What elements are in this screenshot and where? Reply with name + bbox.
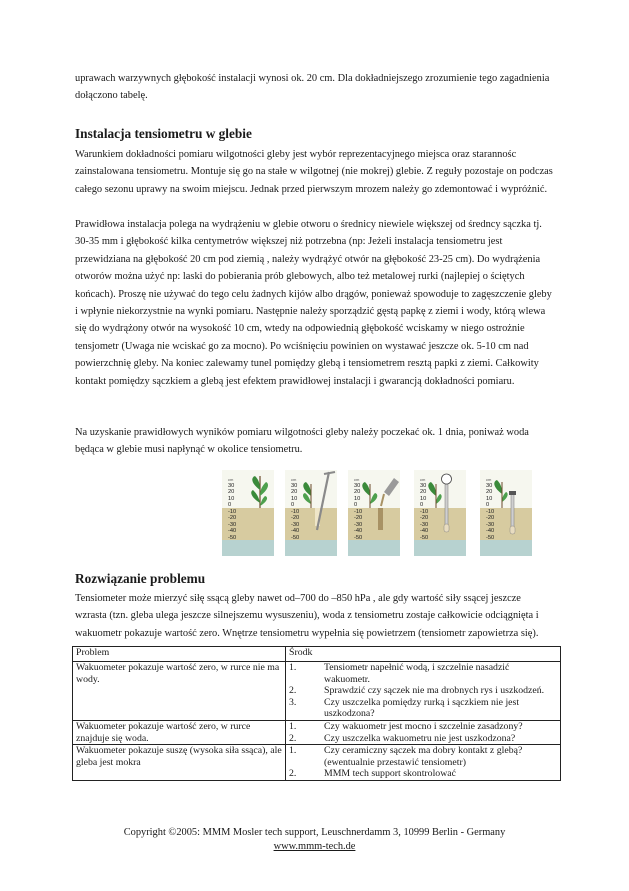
- depth-tick-label: -10: [486, 508, 495, 515]
- problem-cell: Wakuometer pokazuje wartość zero, w rurce nie ma wody.: [73, 662, 286, 721]
- depth-tick-label: -50: [420, 534, 429, 541]
- problem-cell: Wakuometer pokazuje suszę (wysoka siła ssąca), ale gleba jest mokra: [73, 745, 286, 781]
- depth-unit-label: cm: [486, 477, 492, 482]
- step-pour-slurry-figure: [348, 470, 400, 556]
- remedy-item: 2. MMM tech support skontrolować: [289, 768, 456, 780]
- column-header-problem: Problem: [73, 647, 286, 662]
- intro-paragraph: uprawach warzywnych głębokość instalacji wynosi ok. 20 cm. Dla dokładniejszego zrozumienie tego zagadnienia dołączono tabelę.: [75, 73, 550, 102]
- depth-tick-label: 30: [420, 483, 427, 489]
- depth-tick-label: 10: [420, 495, 427, 502]
- depth-tick-label: 30: [291, 483, 298, 489]
- remedy-cell: [286, 720, 561, 744]
- depth-tick-label: 0: [486, 502, 490, 509]
- depth-tick-label: 20: [354, 489, 361, 496]
- depth-tick-label: -20: [486, 515, 495, 522]
- table-row: [73, 745, 561, 781]
- footer-copyright: Copyright ©2005: MMM Mosler tech support, Leuschnerdamm 3, 10999 Berlin - Germany: [123, 827, 506, 838]
- remedy-item: 2. Sprawdzić czy sączek nie ma drobnych rys i uszkodzeń.: [289, 685, 545, 697]
- table-row: [73, 720, 561, 744]
- depth-tick-label: -10: [354, 508, 363, 515]
- installation-heading: Instalacja tensiometru w glebie: [75, 126, 252, 141]
- depth-tick-label: 0: [291, 502, 295, 509]
- depth-scale: [228, 477, 236, 541]
- remedy-cell: [286, 745, 561, 781]
- depth-tick-label: 30: [354, 483, 361, 489]
- depth-tick-label: -50: [354, 534, 363, 541]
- depth-tick-label: -20: [228, 515, 237, 522]
- website-link[interactable]: www.mmm-tech.de: [273, 841, 356, 852]
- depth-tick-label: 0: [420, 502, 424, 509]
- depth-tick-label: 30: [228, 483, 235, 489]
- installation-paragraph-1: Warunkiem dokładności pomiaru wilgotności gleby jest wybór reprezentacyjnego miejsca oraz starannośc zainstalowana tensiometru. Montuje się go na stałe w wilgotnej (nie mokrej) glebie. Z reguły pozostaje on podczas całego sezonu uprawy na swoim miejscu. Jednak przed pierwszym mrozem należy go zdemontować i wypróżnić.: [75, 149, 553, 195]
- depth-unit-label: cm: [420, 477, 426, 482]
- depth-tick-label: 10: [228, 495, 235, 502]
- depth-unit-label: cm: [354, 477, 360, 482]
- remedy-item: 1. Czy wakuometr jest mocno i szczelnie zasadzony?: [289, 720, 523, 732]
- depth-tick-label: 20: [291, 489, 298, 496]
- column-header-remedy: Środk: [286, 647, 561, 662]
- depth-tick-label: -10: [420, 508, 429, 515]
- depth-tick-label: 30: [486, 483, 493, 489]
- footer-link-row: [0, 840, 629, 854]
- depth-tick-label: -20: [354, 515, 363, 522]
- depth-scale: [486, 477, 494, 541]
- depth-scale: [354, 477, 362, 541]
- depth-tick-label: 20: [486, 489, 493, 496]
- table-row: [73, 662, 561, 721]
- remedy-item: 3. Czy uszczelka pomiędzy rurką i sączkiem nie jest uszkodzona?: [289, 696, 520, 720]
- depth-tick-label: 20: [228, 489, 235, 496]
- depth-unit-label: cm: [291, 477, 297, 482]
- depth-tick-label: -50: [228, 534, 237, 541]
- depth-tick-label: 10: [354, 495, 361, 502]
- troubleshooting-table: [72, 646, 561, 781]
- depth-tick-label: 10: [486, 495, 493, 502]
- depth-tick-label: 0: [354, 502, 358, 509]
- installation-paragraph-2: Prawidłowa instalacja polega na wydrążeniu w glebie otworu o średnicy niewiele większej od średncy sączka tj. 30-35 mm i głębokość kilka centymetrów większej niż potrzebna (np: Jeżeli instalacja tensiometru jest przewidziana na głębokość 20 cm pod ziemią , należy wydrążyć otwór na głębokość 23-25 cm). Do wydrążenia otworów można użyć np: laski do pobierania prób glebowych, albo też metalowej rurki (najlepiej o ściętych końcach). Proszę nie używać do tego celu żadnych kijów albo drągów, ponieważ spowoduje to zagęszczenie gleby i wpłynie niekorzystnie na wynki pomiaru. Następnie należy sporządzić gęstą papkę z ziemi i wody, którą wlewa się do wydrążony otwór na wysokość 10 cm, wtedy na odpowiednią głębokość wciskamy w niego ostrożnie tensjometr (Uwaga nie wciskać go za mocno). Po wciśnięciu powinien on wystawać jeszcze ok. 5-10 cm nad powierzchnię gleby. Na koniec zalewamy tunel pomiędzy glebą i tensiometrem resztą papki z ziemi. Całkowity kontakt pomiędzy sączkiem a glebą jest efektem prawidłowej instalacji i gwarancją dokładności pomiaru.: [75, 219, 552, 387]
- depth-tick-label: -10: [291, 508, 300, 515]
- table-header-row: [73, 647, 561, 662]
- depth-tick-label: -30: [291, 521, 300, 528]
- remedy-item: 1. Czy ceramiczny sączek ma dobry kontakt z glebą? (ewentualnie przestawić tensiometr): [289, 745, 523, 768]
- installation-paragraph-3: Na uzyskanie prawidłowych wyników pomiaru wilgotności gleby należy poczekać ok. 1 dnia, poniważ woda będąca w glebie musi napłynąć w okolice tensiometru.: [75, 427, 529, 456]
- problems-heading: Rozwiązanie problemu: [75, 571, 206, 586]
- problem-cell: Wakuometer pokazuje wartość zero, w rurce znajduje się woda.: [73, 720, 286, 744]
- remedy-item: 2. Czy uszczelka wakuometru nie jest uszkodzona?: [289, 732, 516, 744]
- depth-tick-label: -30: [486, 521, 495, 528]
- depth-unit-label: cm: [228, 477, 234, 482]
- depth-tick-label: 0: [228, 502, 232, 509]
- depth-tick-label: -40: [486, 528, 495, 535]
- depth-tick-label: -20: [420, 515, 429, 522]
- step-finished-installation-figure: [480, 470, 532, 556]
- depth-tick-label: -30: [228, 521, 237, 528]
- step-drill-hole-figure: [222, 470, 274, 556]
- depth-tick-label: -30: [420, 521, 429, 528]
- installation-steps-figure: [222, 470, 532, 556]
- step-insert-rod-figure: [285, 470, 337, 556]
- depth-tick-label: -50: [486, 534, 495, 541]
- remedy-item: 1. Tensiometr napełnić wodą, i szczelnie nasadzić wakuometr.: [289, 662, 510, 685]
- depth-tick-label: -40: [291, 528, 300, 535]
- depth-tick-label: -40: [420, 528, 429, 535]
- depth-tick-label: -40: [228, 528, 237, 535]
- problems-paragraph: Tensiometer może mierzyć siłę ssącą gleby nawet od–700 do –850 hPa , ale gdy wartość siły ssącej jeszcze wzrasta (tzn. gleba ulega jeszcze silnejszemu wysuszeniu), woda z tensiometru zostaje całkowicie odciągnięta i wakuometr pokazuje wartość zero. Wnętrze tensiometru wypełnia się powietrzem (tensiometr zapowietrza się).: [75, 593, 539, 639]
- depth-tick-label: 10: [291, 495, 298, 502]
- remedy-cell: [286, 662, 561, 721]
- depth-scale: [291, 477, 299, 541]
- depth-tick-label: 20: [420, 489, 427, 496]
- depth-tick-label: -30: [354, 521, 363, 528]
- depth-tick-label: -10: [228, 508, 237, 515]
- depth-tick-label: -40: [354, 528, 363, 535]
- depth-tick-label: -20: [291, 515, 300, 522]
- step-insert-tensiometer-figure: [414, 470, 466, 556]
- depth-scale: [420, 477, 428, 541]
- depth-tick-label: -50: [291, 534, 300, 541]
